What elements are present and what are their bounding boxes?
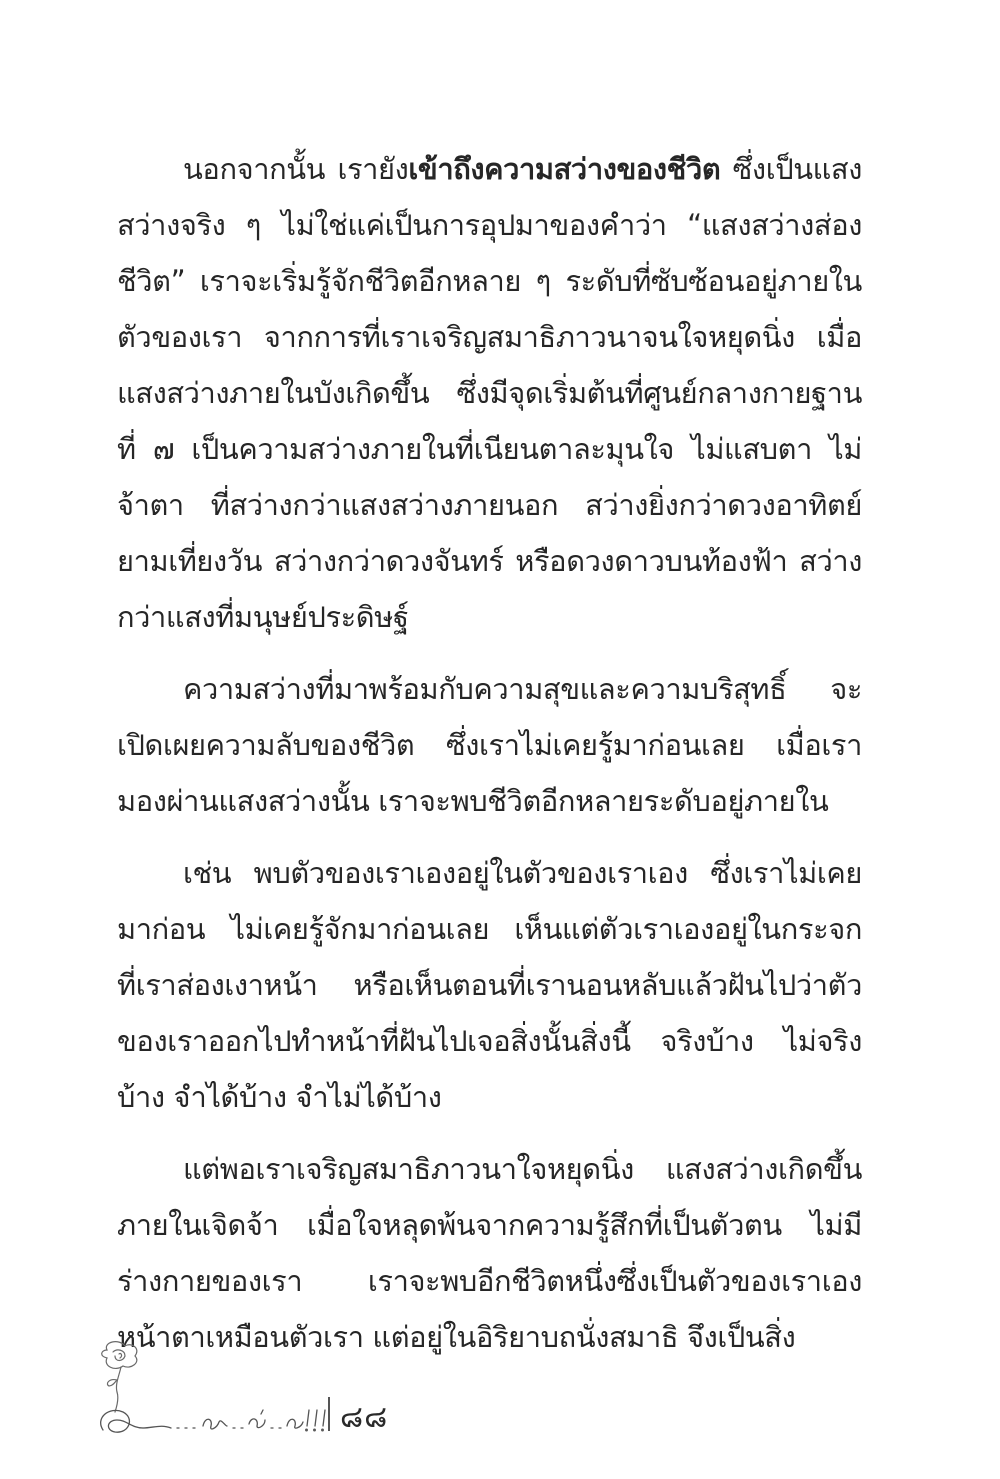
text-line (117, 1069, 862, 1125)
text-line (117, 533, 862, 589)
text-run: หน้าตาเหมือนตัวเรา แต่อยู่ในอิริยาบถนั่งสมาธิ จึงเป็นสิ่ง (117, 1320, 796, 1354)
text-line (117, 421, 862, 477)
text-run: ของเราออกไปทำหน้าที่ฝันไปเจอสิ่งนั้นสิ่งนี้ จริงบ้าง ไม่จริง (117, 1024, 862, 1058)
text-line (117, 1253, 862, 1309)
text-run: ที่เราส่องเงาหน้า หรือเห็นตอนที่เรานอนหลับแล้วฝันไปว่าตัว (117, 968, 862, 1002)
text-run: สว่างจริง ๆ ไม่ใช่แค่เป็นการอุปมาของคำว่า “แสงสว่างส่อง (117, 208, 862, 242)
text-line (117, 197, 862, 253)
text-run: ตัวของเรา จากการที่เราเจริญสมาธิภาวนาจนใจหยุดนิ่ง เมื่อ (117, 320, 862, 354)
text-run: เปิดเผยความลับของชีวิต ซึ่งเราไม่เคยรู้มาก่อนเลย เมื่อเรา (117, 728, 862, 762)
page-number: ๘๘ (340, 1400, 389, 1435)
bold-phrase: เข้าถึงความสว่างของชีวิต (408, 152, 721, 186)
paragraph (117, 845, 862, 1125)
text-run: บ้าง จำได้บ้าง จำไม่ได้บ้าง (117, 1080, 442, 1114)
paragraph (117, 661, 862, 829)
text-run: กว่าแสงที่มนุษย์ประดิษฐ์ (117, 600, 409, 634)
text-run: มองผ่านแสงสว่างนั้น เราจะพบชีวิตอีกหลายระดับอยู่ภายใน (117, 784, 829, 818)
handwritten-signature (95, 1340, 335, 1440)
text-line (117, 365, 862, 421)
text-run: เช่น พบตัวของเราเองอยู่ในตัวของเราเอง ซึ่งเราไม่เคย (183, 856, 862, 890)
text-line (117, 309, 862, 365)
text-run: มาก่อน ไม่เคยรู้จักมาก่อนเลย เห็นแต่ตัวเราเองอยู่ในกระจก (117, 912, 862, 946)
paragraph (117, 1141, 862, 1365)
text-run: ยามเที่ยงวัน สว่างกว่าดวงจันทร์ หรือดวงดาวบนท้องฟ้า สว่าง (117, 544, 862, 578)
text-line (117, 1197, 862, 1253)
footer-divider (328, 1397, 330, 1431)
text-line (117, 589, 862, 645)
text-run: แต่พอเราเจริญสมาธิภาวนาใจหยุดนิ่ง แสงสว่างเกิดขึ้น (183, 1152, 862, 1186)
text-run: จ้าตา ที่สว่างกว่าแสงสว่างภายนอก สว่างยิ่งกว่าดวงอาทิตย์ (117, 488, 862, 522)
text-line (117, 845, 862, 901)
body-text (117, 141, 862, 1381)
text-line (117, 717, 862, 773)
text-line (117, 661, 862, 717)
text-line (117, 773, 862, 829)
text-line (117, 901, 862, 957)
text-run: นอกจากนั้น เรายัง (183, 152, 409, 186)
text-line (117, 253, 862, 309)
text-line (117, 1141, 862, 1197)
page-footer (95, 1340, 415, 1440)
text-run: ที่ ๗ เป็นความสว่างภายในที่เนียนตาละมุนใจ ไม่แสบตา ไม่ (117, 432, 862, 466)
paragraph (117, 141, 862, 645)
text-run: ภายในเจิดจ้า เมื่อใจหลุดพ้นจากความรู้สึกที่เป็นตัวตน ไม่มี (117, 1208, 862, 1242)
text-run: ร่างกายของเรา เราจะพบอีกชีวิตหนึ่งซึ่งเป็นตัวของเราเอง (117, 1264, 862, 1298)
text-line (117, 477, 862, 533)
text-run: ซึ่งเป็นแสง (720, 152, 862, 186)
text-run: แสงสว่างภายในบังเกิดขึ้น ซึ่งมีจุดเริ่มต้นที่ศูนย์กลางกายฐาน (117, 376, 862, 410)
text-line (117, 141, 862, 197)
text-run: ความสว่างที่มาพร้อมกับความสุขและความบริสุทธิ์ จะ (183, 672, 862, 706)
text-line (117, 1013, 862, 1069)
text-run: ชีวิต” เราจะเริ่มรู้จักชีวิตอีกหลาย ๆ ระดับที่ซับซ้อนอยู่ภายใน (117, 264, 862, 298)
text-line (117, 957, 862, 1013)
